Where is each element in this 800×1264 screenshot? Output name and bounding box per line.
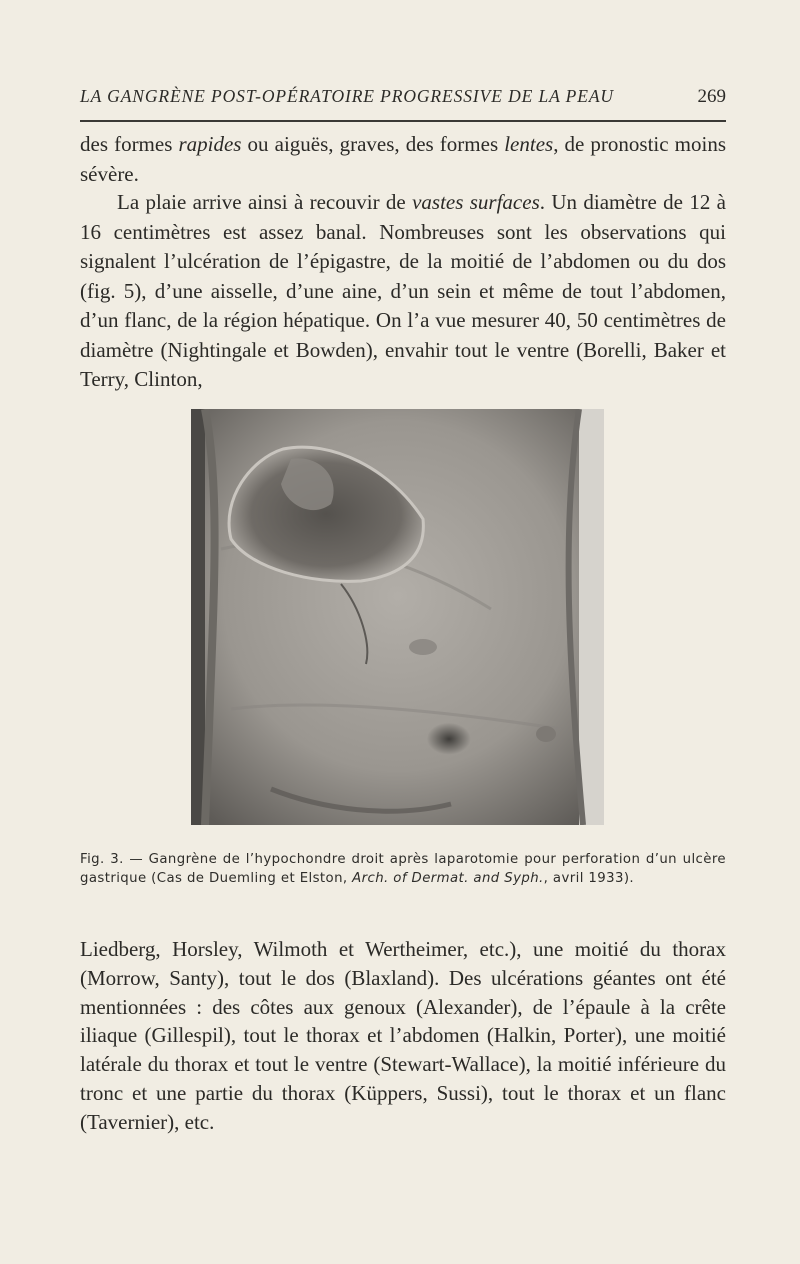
- paragraph-3: Liedberg, Horsley, Wilmoth et Wertheimer, etc.), une moitié du thorax (Morrow, Santy), tout le dos (Blaxland). Des ulcérations géantes ont été mentionnées : des côtes aux genoux (Alexander), de l’épaule à la crête iliaque (Gillespil), tout le thorax et l’abdomen (Halkin, Porter), une moitié latérale du thorax et tout le ventre (Stewart-Wallace), la moitié inférieure du tronc et une partie du thorax (Küppers, Sussi), tout le thorax et un flanc (Tavernier), etc.: [80, 937, 726, 1134]
- p1-italic-rapides: rapides: [178, 132, 242, 156]
- header-rule: [80, 120, 726, 122]
- paragraph-2: [80, 188, 726, 395]
- p1-italic-lentes: lentes: [504, 132, 554, 156]
- page-number: 269: [697, 86, 726, 107]
- figure-caption: [80, 850, 726, 888]
- caption-text-2: , avril 1933).: [543, 871, 635, 886]
- running-title: LA GANGRÈNE POST-OPÉRATOIRE PROGRESSIVE DE LA PEAU: [80, 86, 614, 106]
- caption-text-1: Fig. 3. — Gangrène de l’hypochondre droit après laparotomie pour perforation d’un ulcère gastrique (Cas de Duemling et Elston,: [80, 852, 726, 886]
- caption-journal: Arch. of Dermat. and Syph.: [352, 871, 544, 886]
- p1-text-1: des formes: [80, 132, 179, 156]
- paragraph-1: [80, 130, 726, 189]
- p2-italic-vastes-surfaces: vastes surfaces: [412, 190, 540, 214]
- p2-text-1: La plaie arrive ainsi à recouvir de: [117, 190, 413, 214]
- p1-text-2: ou aiguës, graves, des formes: [241, 132, 505, 156]
- running-header: [80, 82, 726, 112]
- p1-text-3: , de pronostic moins sévère.: [80, 132, 726, 186]
- clinical-photograph: [191, 409, 604, 825]
- p2-text-2: . Un diamètre de 12 à 16 centimètres est assez banal. Nombreuses sont les observations qui signalent l’ulcération de l’épigastre, de la moitié de l’abdomen ou du dos (fig. 5), d’une aisselle, d’une aine, d’un sein et même de tout l’abdomen, d’un flanc, de la région hépatique. On l’a vue mesurer 40, 50 centimètres de diamètre (Nightingale et Bowden), envahir tout le ventre (Borelli, Baker et Terry, Clinton,: [80, 190, 726, 391]
